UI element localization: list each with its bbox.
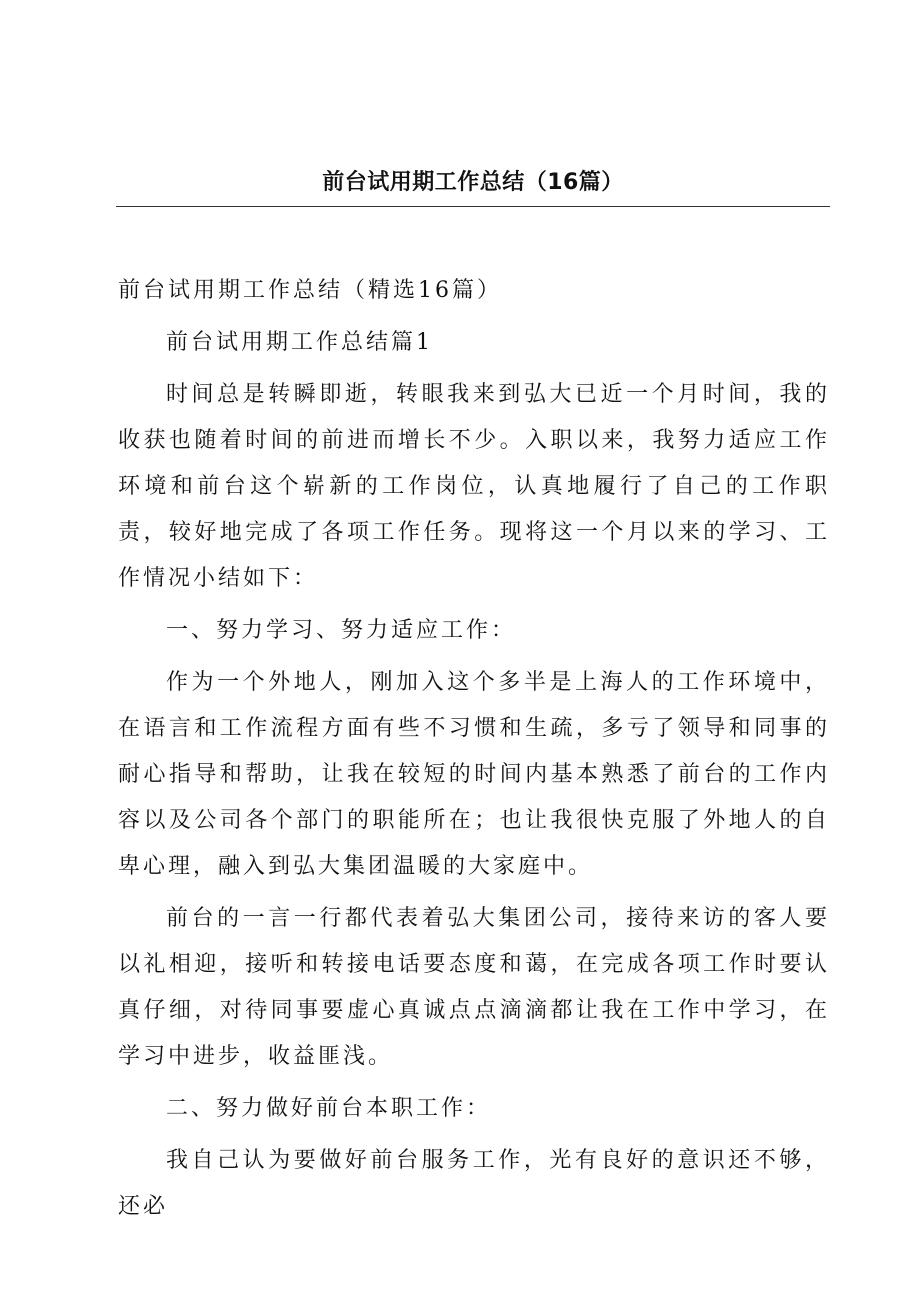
body-paragraph: 前台的一言一行都代表着弘大集团公司，接待来访的客人要以礼相迎，接听和转接电话要态度和蔼，在完成各项工作时要认真仔细，对待同事要虚心真诚点点滴滴都让我在工作中学习，在学习中进步，收益匪浅。 (118, 906, 830, 1069)
body-paragraph: 作为一个外地人，刚加入这个多半是上海人的工作环境中，在语言和工作流程方面有些不习惯和生疏，多亏了领导和同事的耐心指导和帮助，让我在较短的时间内基本熟悉了前台的工作内容以及公司各个部门的职能所在；也让我很快克服了外地人的自卑心理，融入到弘大集团温暖的大家庭中。 (118, 670, 830, 879)
section-heading: 前台试用期工作总结篇1 (166, 330, 433, 355)
document-body (118, 268, 830, 1236)
body-paragraph: 时间总是转瞬即逝，转眼我来到弘大已近一个月时间，我的收获也随着时间的前进而增长不少。入职以来，我努力适应工作环境和前台这个崭新的工作岗位，认真地履行了自己的工作职责，较好地完成了各项工作任务。现将这一个月以来的学习、工作情况小结如下： (118, 382, 830, 591)
document-title: 前台试用期工作总结（16篇） (322, 170, 624, 195)
body-paragraph: 我自己认为要做好前台服务工作，光有良好的意识还不够，还必 (118, 1148, 830, 1219)
section-heading: 二、努力做好前台本职工作： (166, 1096, 492, 1121)
subtitle-paragraph: 前台试用期工作总结（精选16篇） (118, 278, 502, 303)
title-underline (116, 206, 830, 207)
section-heading: 一、努力学习、努力适应工作： (166, 618, 517, 643)
